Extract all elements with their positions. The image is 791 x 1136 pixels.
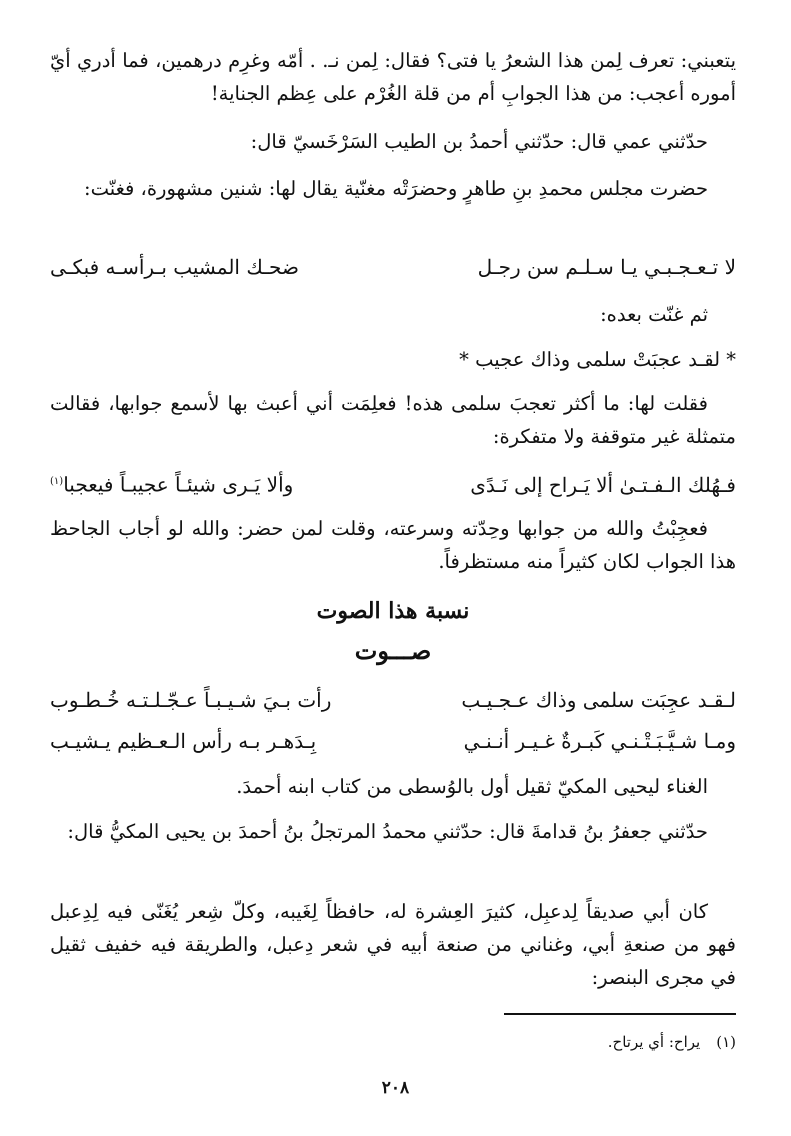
verse-3-first-hemistich: لـقـد عجِبَت سلمى وذاك عـجـيـب [461,688,736,712]
page-number: ٢٠٨ [381,1078,410,1098]
footnote-number: (١) [716,1033,736,1051]
paragraph-10: كان أبي صديقاً لِدعبِل، كثيرَ العِشرة له، حافظاً لِغَيبه، وكلّ شِعر يُغَنّى فيه لِدِعبل فهو من صنعةِ أبي، وغناني من صنعة أبيه في شعر دِعبل، والطريقة فيه خفيف ثقيل في مجرى البنصر: [50,900,736,989]
section-heading: نسبة هذا الصوت [316,598,470,624]
footnote-text: يراح: أي يرتاح. [607,1033,701,1051]
verse-2-second-hemistich [50,465,293,502]
verse-1-second-hemistich: ضحـك المشيب بـرأسـه فبكـى [50,255,299,279]
verse-2 [50,465,736,502]
footnote-marker: (١) [50,476,64,487]
paragraph-8: الغناء ليحيى المكيّ ثقيل أول بالوُسطى من كتاب ابنه أحمدَ. [236,775,708,798]
verse-2-first-hemistich: فـهُلك الـفـتـىٰ ألا يَـراح إلى نَـدًى [470,472,736,497]
verse-3-second-hemistich: رأت بـيَ شـيـبـاً عـجّـلـتـه خُـطـوب [50,688,332,712]
paragraph-1: يتعبني: تعرف لِمن هذا الشعرُ يا فتى؟ فقال: لِمن نـ. . أمّه وغرِم درهمين، فما أدري أيّ أموره أعجب: من هذا الجوابِ أم من قلة الغُرْم على عِظم الجناية! [50,49,736,105]
paragraph-3: حضرت مجلس محمدِ بنِ طاهرٍ وحضرَتْه مغنّية يقال لها: شنين مشهورة، فغنّت: [84,177,708,200]
paragraph-4: ثم غنّت بعده: [600,303,708,326]
paragraph-7: فعجِبْتُ والله من جوابها وحِدّته وسرعته، وقلت لمن حضر: والله لو أجاب الجاحظ هذا الجواب لكان كثيراً منه مستظرفاً. [50,517,736,573]
paragraph-6: فقلت لها: ما أكثر تعجبَ سلمى هذه! فعلِمَت أني أعبث بها لأسمع جوابها، فقالت متمثلة غير متوقفة ولا متفكرة: [50,392,736,448]
paragraph-9: حدّثني جعفرُ بنُ قدامةَ قال: حدّثني محمدُ المرتجلُ بنُ أحمدَ بن يحيى المكيُّ قال: [67,820,708,843]
verse-4 [50,724,736,758]
paragraph-2: حدّثني عمي قال: حدّثني أحمدُ بن الطيب السَرْخَسيّ قال: [250,130,708,153]
verse-4-first-hemistich: ومـا شـيَّـبَـتْـنـي كَبـرةٌ غـيـر أنـنـي [463,729,736,753]
paragraph-5-quoted-line: * لقـد عجبَتْ سلمى وذاك عجيب * [459,348,736,371]
section-subheading: صـــوت [354,636,432,665]
verse-1 [50,250,736,284]
verse-4-second-hemistich: بِـدَهـر بـه رأس الـعـظيم يـشيـب [50,729,317,753]
verse-1-first-hemistich: لا تـعـجـبـي يـا سـلـم سن رجـل [477,255,736,279]
footnote-separator [504,1013,736,1015]
verse-2-second-text: وألا يَـرى شيئـاً عجيبـاً فيعجبا [63,472,294,497]
verse-3 [50,683,736,717]
footnote [50,1030,736,1054]
